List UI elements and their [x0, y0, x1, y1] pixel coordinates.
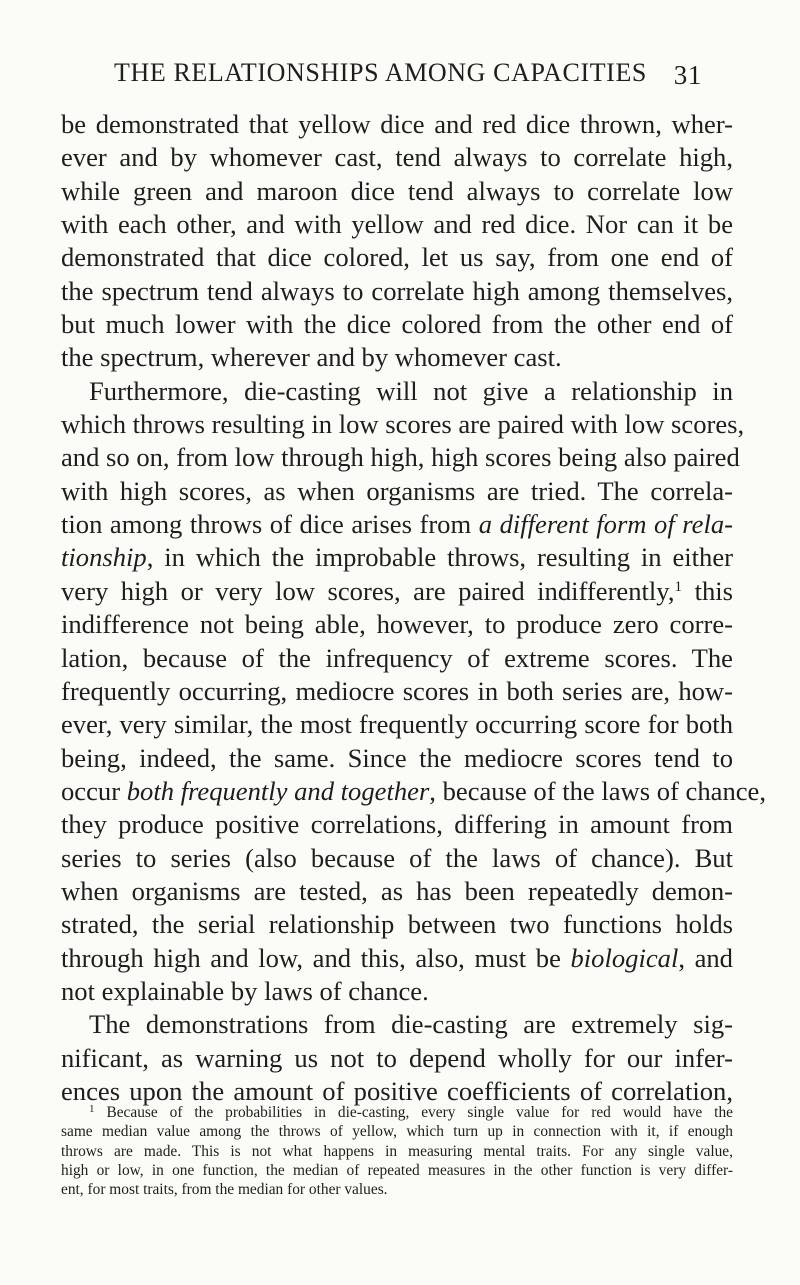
italic-phrase: tionship [61, 542, 147, 573]
text-line: being, indeed, the same. Since the mediocre scores tend to [61, 742, 733, 773]
body-text [61, 108, 766, 1108]
italic-phrase: a different form of rela- [478, 509, 734, 540]
italic-phrase: both frequently and together [126, 775, 430, 806]
text-line: the spectrum, wherever and by whomever cast. [61, 342, 562, 373]
text-run: through high and low, and this, also, must be [61, 942, 571, 973]
text-line: with high scores, as when organisms are tried. The correla- [61, 475, 733, 506]
text-run: , and [678, 942, 733, 973]
footnote [61, 1103, 733, 1199]
text-line: but much lower with the dice colored from the other end of [61, 309, 733, 340]
text-line: with each other, and with yellow and red dice. Nor can it be [61, 209, 733, 240]
text-run: occur [61, 775, 127, 806]
text-line: series to series (also because of the laws of chance). But [61, 842, 733, 873]
text-line [61, 775, 766, 808]
text-line: the spectrum tend always to correlate high among themselves, [61, 275, 733, 306]
text-run: this [682, 575, 733, 606]
footnote-reference[interactable]: 1 [674, 578, 683, 595]
text-line: when organisms are tested, as has been repeatedly demon- [61, 875, 733, 906]
text-line: frequently occurring, mediocre scores in both series are, how- [61, 675, 733, 706]
text-run: very high or very low scores, are paired indifferently, [61, 575, 675, 606]
footnote-line [61, 1103, 733, 1122]
footnote-line: ent, for most traits, from the median for other values. [61, 1181, 388, 1199]
running-head [114, 58, 702, 92]
text-line: which throws resulting in low scores are paired with low scores, [61, 409, 745, 440]
text-line: nificant, as warning us not to depend wholly for our infer- [61, 1042, 733, 1073]
text-line [61, 575, 733, 608]
text-line: while green and maroon dice tend always to correlate low [61, 175, 733, 206]
text-line: strated, the serial relationship between two functions holds [61, 909, 733, 940]
text-line: lation, because of the infrequency of extreme scores. The [61, 642, 733, 673]
text-run: Because of the probabilities in die-casting, every single value for red would have the [106, 1104, 733, 1121]
text-line: ever, very similar, the most frequently occurring score for both [61, 709, 733, 740]
italic-phrase: biological [570, 942, 679, 973]
footnote-line: same median value among the throws of yellow, which turn up in connection with it, if enough [61, 1123, 733, 1141]
text-run: tion among throws of dice arises from [61, 509, 479, 540]
text-line: The demonstrations from die-casting are extremely sig- [89, 1009, 733, 1040]
text-line [61, 508, 733, 541]
text-run: , in which the improbable throws, resulting in either [146, 542, 733, 573]
text-line: ever and by whomever cast, tend always to correlate high, [61, 142, 733, 173]
text-line: demonstrated that dice colored, let us say, from one end of [61, 242, 733, 273]
page-number: 31 [673, 60, 702, 90]
footnote-line: high or low, in one function, the median of repeated measures in the other function is very differ- [61, 1161, 733, 1179]
text-line [61, 942, 733, 975]
text-line [61, 541, 733, 574]
text-line: they produce positive correlations, differing in amount from [61, 809, 733, 840]
footnote-marker: 1 [89, 1103, 95, 1115]
text-line: not explainable by laws of chance. [61, 975, 429, 1006]
footnote-line: throws are made. This is not what happens in measuring mental traits. For any single value, [61, 1142, 733, 1160]
text-line: Furthermore, die-casting will not give a relationship in [89, 375, 733, 406]
text-line: ences upon the amount of positive coefficients of correlation, [61, 1075, 733, 1106]
running-title: THE RELATIONSHIPS AMONG CAPACITIES [114, 58, 647, 87]
text-line: be demonstrated that yellow dice and red dice thrown, wher- [61, 109, 733, 139]
text-line: and so on, from low through high, high scores being also paired [61, 442, 740, 473]
text-line: indifference not being able, however, to produce zero corre- [61, 609, 733, 640]
text-run: , because of the laws of chance, [429, 775, 766, 806]
